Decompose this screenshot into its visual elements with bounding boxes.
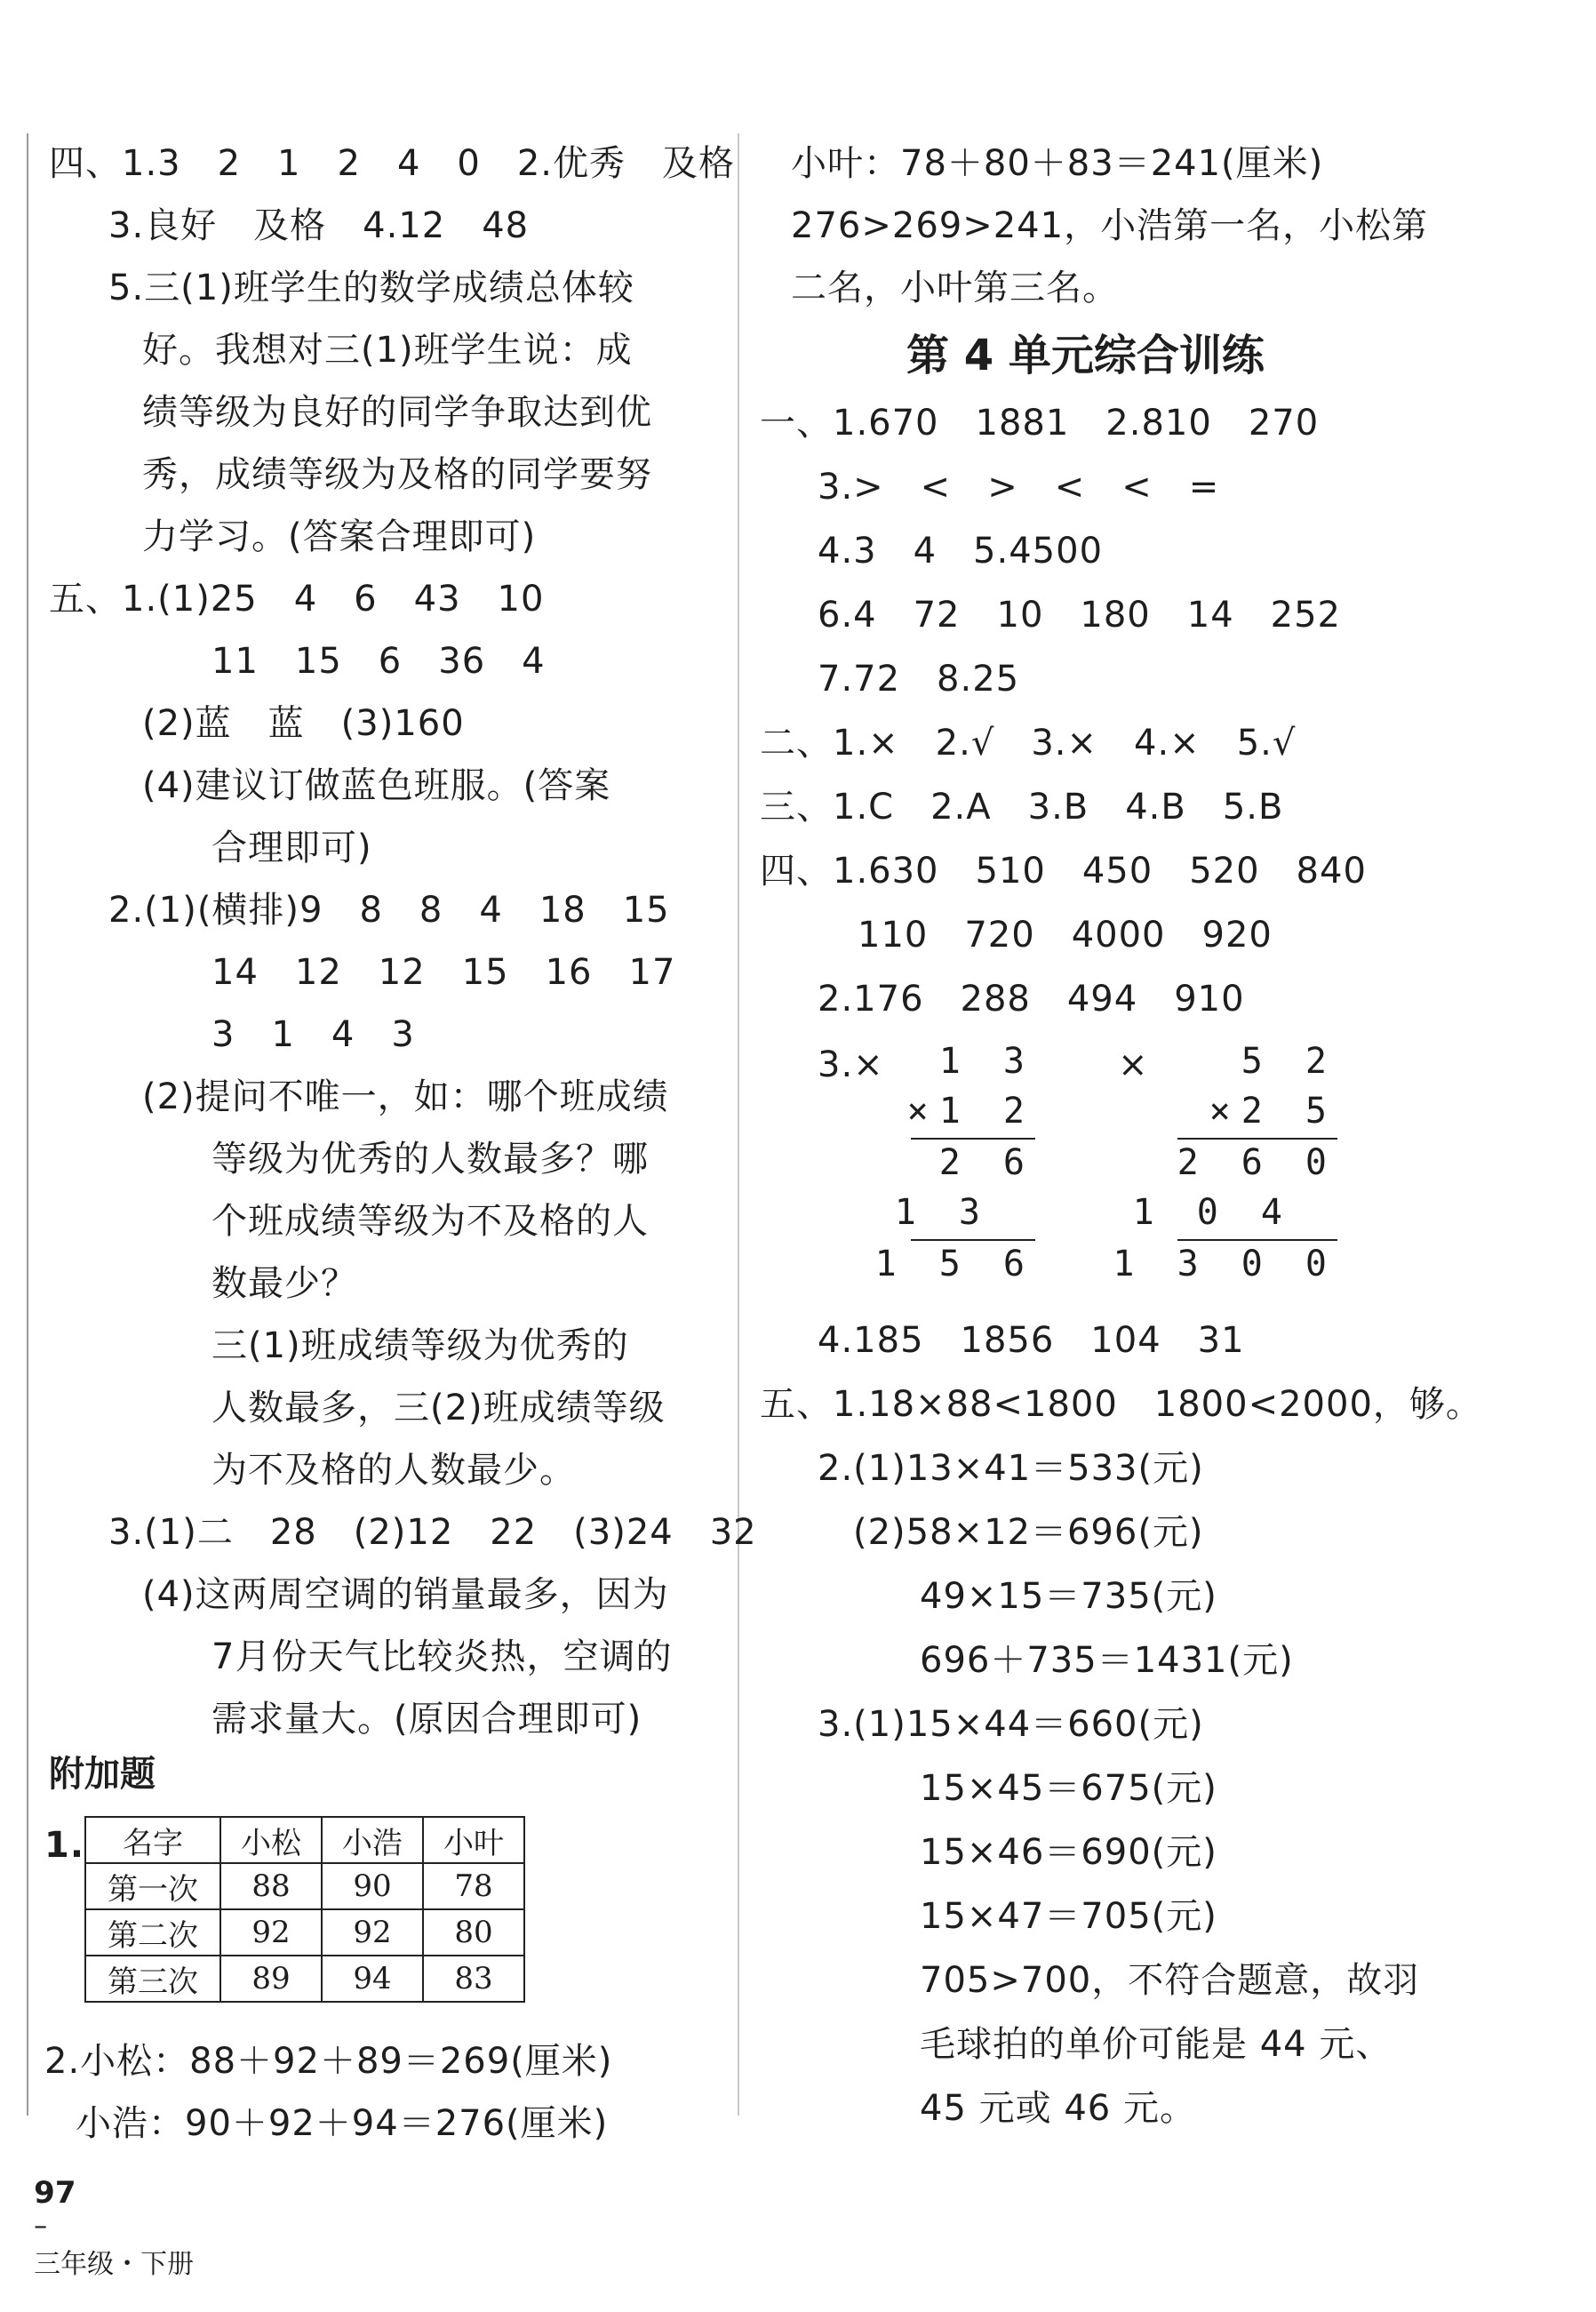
answer-line: 等级为优秀的人数最多？哪 <box>211 1139 649 1180</box>
answer-line: 二名，小叶第三名。 <box>791 268 1119 308</box>
answer-line: 数最少？ <box>211 1263 357 1304</box>
answer-line: 49×15＝735(元) <box>920 1576 1217 1617</box>
answer-line: (2)蓝 蓝 (3)160 <box>142 703 465 744</box>
answer-line: 3 1 4 3 <box>211 1014 415 1055</box>
mult-a-partial-2: 1 3 <box>894 1192 991 1233</box>
header-cell: 小浩 <box>322 1817 423 1863</box>
mult-a-result: 1 5 6 <box>874 1244 1035 1284</box>
answer-line: 15×46＝690(元) <box>920 1832 1217 1873</box>
table-cell: 第二次 <box>85 1909 220 1956</box>
item3-label: 3.× <box>818 1044 884 1085</box>
answer-line: 小浩：90＋92＋94＝276(厘米) <box>76 2103 609 2144</box>
answer-line: 个班成绩等级为不及格的人 <box>211 1201 649 1242</box>
table-cell: 第三次 <box>85 1956 220 2002</box>
header-cell: 小松 <box>220 1817 322 1863</box>
mult-a-multiplier: ×1 2 <box>906 1091 1035 1132</box>
page-number: 97 <box>34 2175 76 2211</box>
answer-line: 五、1.18×88<1800 1800<2000，够。 <box>760 1384 1482 1425</box>
answer-line: 三(1)班成绩等级为优秀的 <box>211 1325 629 1366</box>
table-cell: 92 <box>322 1909 423 1956</box>
answer-line: 力学习。(答案合理即可) <box>142 516 537 557</box>
column-divider <box>738 133 739 2116</box>
table-cell: 89 <box>220 1956 322 2002</box>
table-cell: 78 <box>423 1863 524 1909</box>
answer-line: (2)58×12＝696(元) <box>853 1512 1204 1553</box>
answer-line: 人数最多，三(2)班成绩等级 <box>211 1388 666 1428</box>
table-cell: 88 <box>220 1863 322 1909</box>
bonus-section-title: 附加题 <box>49 1754 156 1795</box>
answer-line: (4)建议订做蓝色班服。(答案 <box>142 765 611 806</box>
answer-line: 2.176 288 494 910 <box>818 979 1245 1020</box>
score-table <box>84 1816 525 2003</box>
table-row <box>85 1956 524 2002</box>
answer-line: 3.(1)二 28 (2)12 22 (3)24 32 <box>108 1512 757 1553</box>
answer-line: 45 元或 46 元。 <box>920 2088 1196 2129</box>
answer-line: 3.> < > < < = <box>818 467 1220 508</box>
left-margin-rule <box>27 133 28 2116</box>
table-row <box>85 1909 524 1956</box>
answer-line: 合理即可) <box>211 828 372 868</box>
answer-line: 绩等级为良好的同学争取达到优 <box>142 392 652 433</box>
answer-line: 3.良好 及格 4.12 48 <box>108 205 530 246</box>
mult-b-partial-1: 2 6 0 <box>1177 1142 1337 1183</box>
answer-line: (4)这两周空调的销量最多，因为 <box>142 1574 669 1615</box>
answer-line: 276>269>241，小浩第一名，小松第 <box>791 205 1429 246</box>
section-title: 第 4 单元综合训练 <box>906 331 1265 380</box>
answer-line: 696＋735＝1431(元) <box>920 1640 1294 1681</box>
answer-line: 4.3 4 5.4500 <box>818 531 1104 572</box>
table-cell: 94 <box>322 1956 423 2002</box>
table-cell: 90 <box>322 1863 423 1909</box>
page-footer <box>0 2144 194 2312</box>
answer-line: 110 720 4000 920 <box>858 915 1273 956</box>
answer-line: 四、1.3 2 1 2 4 0 2.优秀 及格 <box>49 143 736 184</box>
answer-line: 需求量大。(原因合理即可) <box>211 1699 642 1740</box>
answer-line: 6.4 72 10 180 14 252 <box>818 595 1342 636</box>
answer-line: 11 15 6 36 4 <box>211 641 546 682</box>
mult-a-top: 1 3 <box>938 1041 1035 1082</box>
table-cell: 92 <box>220 1909 322 1956</box>
answer-line: 二、1.× 2.√ 3.× 4.× 5.√ <box>760 723 1297 764</box>
answer-line: 为不及格的人数最少。 <box>211 1450 576 1491</box>
answer-line: 五、1.(1)25 4 6 43 10 <box>49 579 545 620</box>
mult-b-top: 5 2 <box>1241 1041 1337 1082</box>
table-cell: 第一次 <box>85 1863 220 1909</box>
cross-mark: × <box>1118 1044 1149 1085</box>
table-item-label: 1. <box>44 1825 85 1866</box>
answer-line: 14 12 12 15 16 17 <box>211 952 676 993</box>
answer-line: 705>700，不符合题意，故羽 <box>920 1960 1420 2001</box>
answer-line: (2)提问不唯一，如：哪个班成绩 <box>142 1076 669 1117</box>
header-cell: 名字 <box>85 1817 220 1863</box>
answer-line: 小叶：78＋80＋83＝241(厘米) <box>791 143 1324 184</box>
answer-line: 2.小松：88＋92＋89＝269(厘米) <box>44 2041 613 2082</box>
answer-line: 四、1.630 510 450 520 840 <box>760 851 1367 892</box>
answer-line: 7.72 8.25 <box>818 659 1020 700</box>
answer-line: 7月份天气比较炎热，空调的 <box>211 1636 673 1677</box>
answer-line: 三、1.C 2.A 3.B 4.B 5.B <box>760 787 1284 828</box>
answer-line: 15×47＝705(元) <box>920 1896 1217 1937</box>
vertical-multiplication-b <box>1113 1038 1337 1296</box>
table-header-row <box>85 1817 524 1863</box>
header-cell: 小叶 <box>423 1817 524 1863</box>
answer-line: 4.185 1856 104 31 <box>818 1320 1245 1361</box>
answer-line: 2.(1)13×41＝533(元) <box>818 1448 1204 1489</box>
answer-line: 3.(1)15×44＝660(元) <box>818 1704 1204 1745</box>
footer-dash: – <box>34 2211 48 2242</box>
grade-label: 三年级・下册 <box>34 2249 195 2280</box>
table-cell: 83 <box>423 1956 524 2002</box>
answer-line: 15×45＝675(元) <box>920 1768 1217 1809</box>
answer-line: 好。我想对三(1)班学生说：成 <box>142 330 633 371</box>
mult-a-partial-1: 2 6 <box>938 1142 1035 1183</box>
answer-line: 5.三(1)班学生的数学成绩总体较 <box>108 268 634 308</box>
table-row <box>85 1863 524 1909</box>
answer-line: 一、1.670 1881 2.810 270 <box>760 403 1320 444</box>
mult-b-multiplier: ×2 5 <box>1209 1091 1337 1132</box>
answer-line: 2.(1)(横排)9 8 8 4 18 15 <box>108 890 670 931</box>
vertical-multiplication-a <box>874 1038 1035 1296</box>
table-cell: 80 <box>423 1909 524 1956</box>
mult-b-partial-2: 1 0 4 <box>1132 1192 1293 1233</box>
answer-line: 毛球拍的单价可能是 44 元、 <box>920 2024 1393 2065</box>
mult-b-result: 1 3 0 0 <box>1113 1244 1337 1284</box>
answer-line: 秀，成绩等级为及格的同学要努 <box>142 454 652 495</box>
